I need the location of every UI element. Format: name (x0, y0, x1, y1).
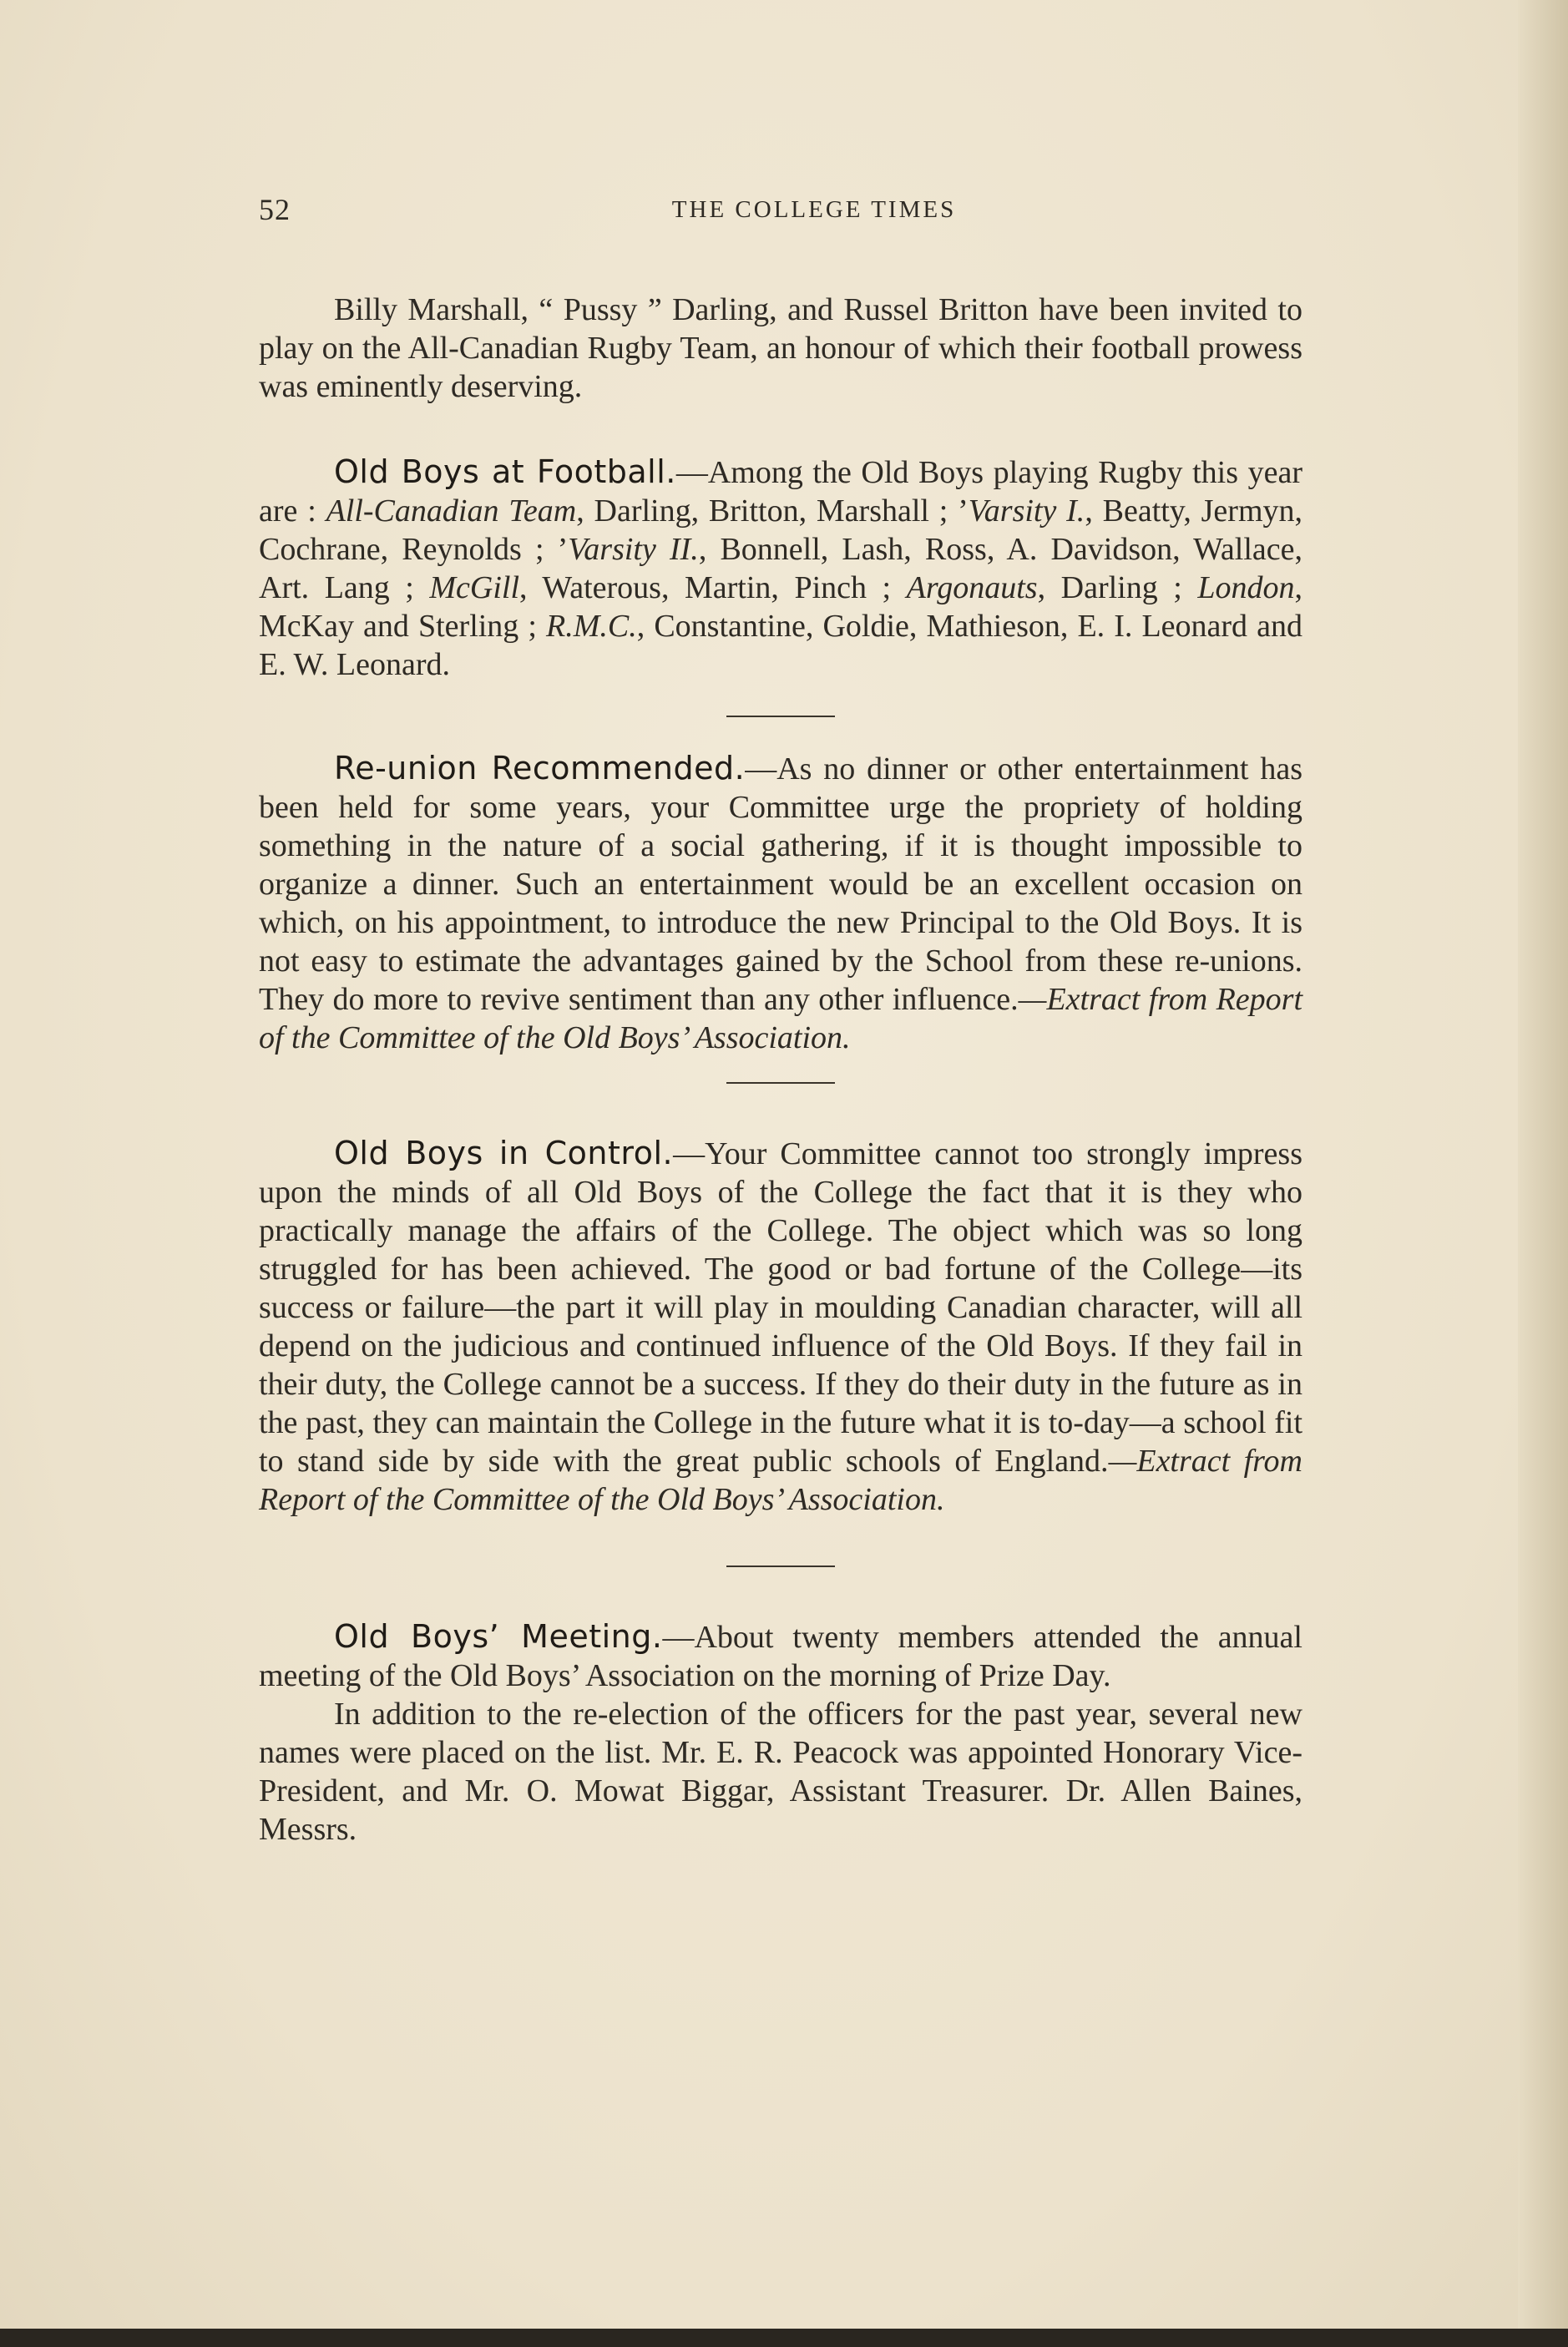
citation: —Extract from Report of the Committee of the Old Boys’ Association. (259, 1444, 1303, 1517)
citation: —Extract from Report of the Committee of the Old Boys’ Association. (259, 982, 1303, 1055)
section-heading: Old Boys’ Meeting. (334, 1618, 663, 1655)
team-players: , Darling ; (1037, 570, 1198, 605)
team-name: Varsity II. (568, 532, 699, 567)
article-text (259, 190, 1302, 1849)
team-name: All-Canadian Team (326, 493, 577, 529)
team-players: , Darling, Britton, Marshall ; ’ (576, 493, 969, 529)
running-head: THE COLLEGE TIMES (671, 196, 957, 223)
section-old-boys-meeting (259, 1617, 1302, 1695)
section-divider (726, 1082, 835, 1084)
section-body: —Your Committee cannot too strongly impress upon the minds of all Old Boys of the College the fact that it is they who practically manage the affairs of the College. The object which was so long struggled for has been achieved. The good or bad fortune of the College—its success or failure—the part it will play in moulding Canadian character, will all depend on the judicious and continued influence of the Old Boys. If they fail in their duty, the College cannot be a success. If they do their duty in the future as in the past, they can maintain the College in the future what it is to-day—a school fit to stand side by side with the great public schools of England. (259, 1136, 1302, 1479)
section-body: —About twenty members attended the annual meeting of the Old Boys’ Association on the morning of Prize Day. (259, 1620, 1302, 1693)
binding-gutter (1518, 0, 1568, 2347)
team-players: , Bonnell, Lash, Ross, A. Davidson, Wallace, Art. Lang ; (259, 532, 1302, 605)
section-divider (726, 1566, 835, 1567)
section-heading: Old Boys at Football. (334, 453, 676, 490)
paragraph-all-canadian: Billy Marshall, “ Pussy ” Darling, and Russel Britton have been invited to play on the All-Canadian Rugby Team, an honour of which their football prowess was eminently deserving. (259, 292, 1302, 404)
paragraph-officers: In addition to the re-election of the officers for the past year, several new names were placed on the list. Mr. E. R. Peacock was appointed Honorary Vice-President, and Mr. O. Mowat Biggar, Assistant Treasurer. Dr. Allen Baines, Messrs. (259, 1697, 1302, 1847)
team-name: Varsity I. (968, 493, 1085, 529)
page-number: 52 (259, 193, 291, 226)
team-name: London (1197, 570, 1295, 605)
section-intro: —Among the Old Boys playing Rugby this year are : (259, 455, 1302, 529)
team-name: Argonauts (906, 570, 1038, 605)
team-players: , McKay and Sterling ; (259, 570, 1302, 644)
section-old-boys-in-control (259, 1134, 1302, 1519)
section-old-boys-at-football (259, 453, 1302, 684)
section-heading: Re-union Recommended. (334, 750, 746, 787)
section-reunion-recommended (259, 749, 1302, 1057)
team-players: , Constantine, Goldie, Mathieson, E. I. Leonard and E. W. Leonard. (259, 609, 1303, 682)
scan-edge (0, 2329, 1568, 2347)
section-heading: Old Boys in Control. (334, 1135, 674, 1171)
page-header (259, 190, 1302, 240)
section-divider (726, 716, 835, 717)
team-name: McGill (429, 570, 520, 605)
team-players: , Waterous, Martin, Pinch ; (519, 570, 907, 605)
team-players: , Beatty, Jermyn, Cochrane, Reynolds ; ’ (259, 493, 1303, 567)
team-name: R.M.C. (546, 609, 637, 644)
section-body: —As no dinner or other entertainment has been held for some years, your Committee urge the propriety of holding something in the nature of a social gathering, if it is thought impossible to organize a dinner. Such an entertainment would be an excellent occasion on which, on his appointment, to introduce the new Principal to the Old Boys. It is not easy to estimate the advantages gained by the School from these re-unions. They do more to revive sentiment than any other influence. (259, 751, 1302, 1017)
